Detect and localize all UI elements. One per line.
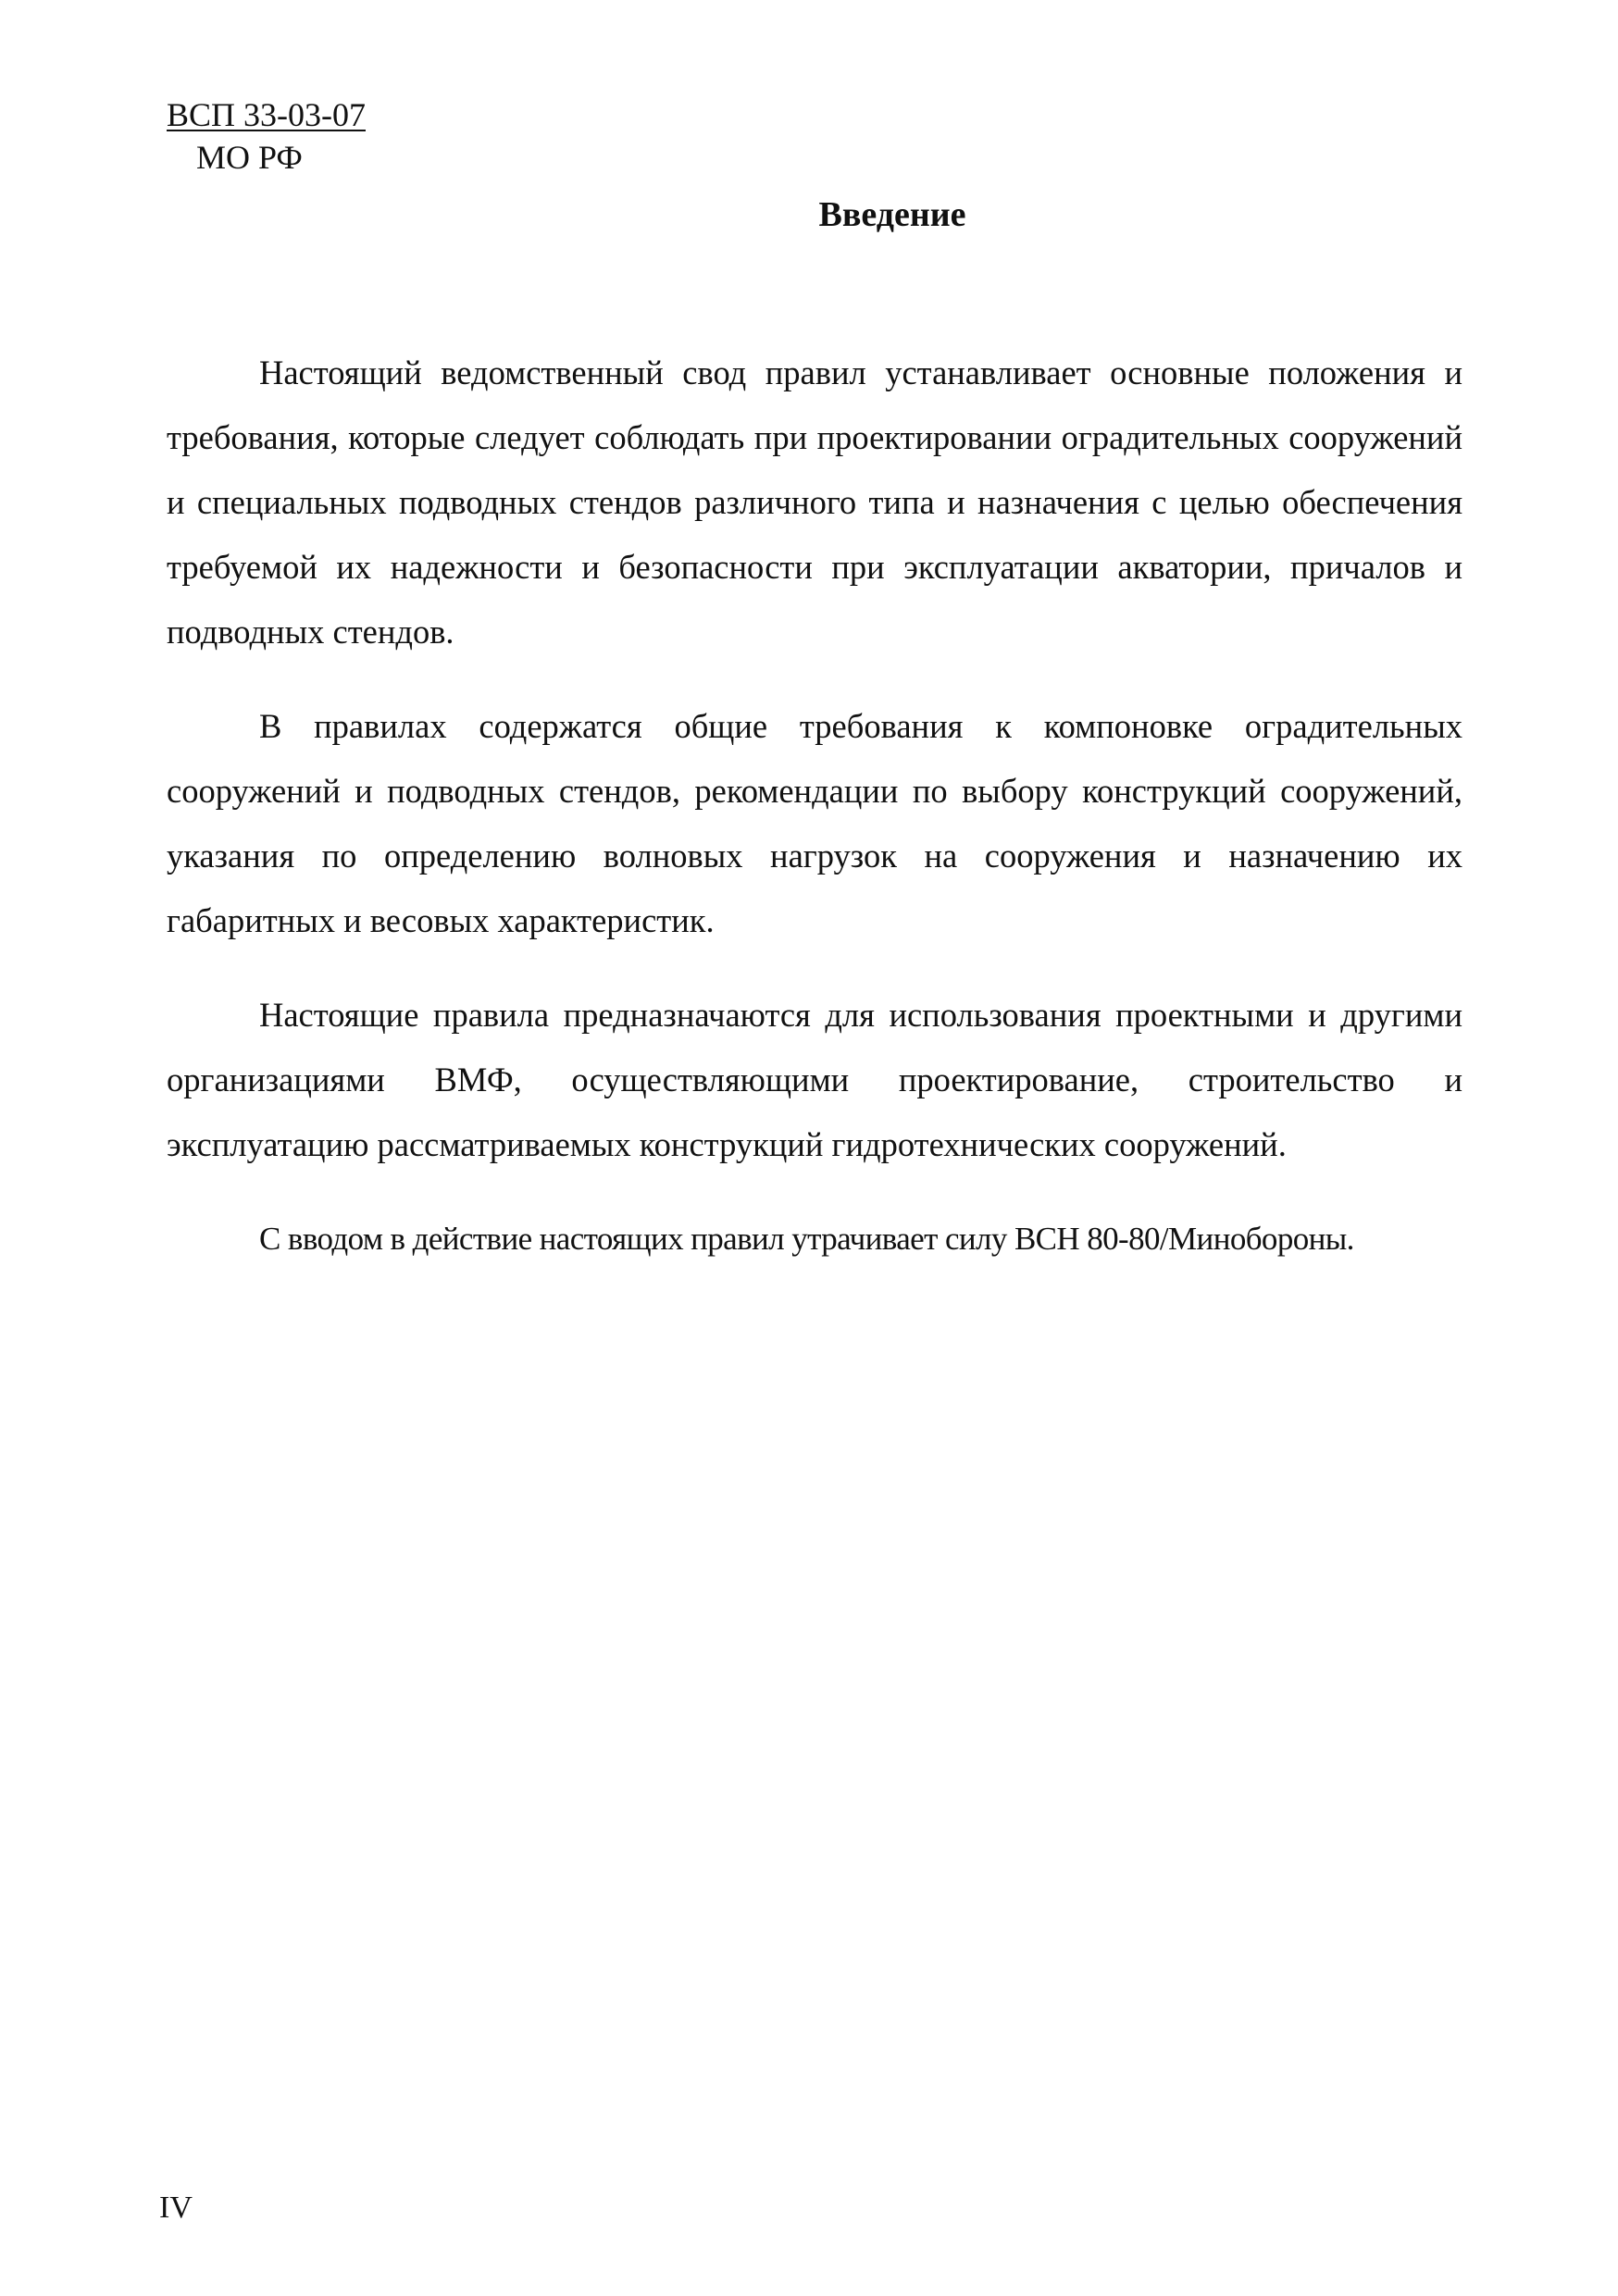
document-code: ВСП 33-03-07	[167, 96, 366, 133]
paragraph-supersedes: С вводом в действие настоящих правил утрачивает силу ВСН 80-80/Минобороны.	[259, 1221, 1354, 1257]
paragraph-audience: Настоящие правила предназначаются для использования проектными и другими организациями ВМФ, осуществляющими проектирование, строительство и эксплуатацию рассматриваемых конструкций гидротехнических сооружений.	[167, 996, 1462, 1163]
page-title: Введение	[818, 195, 966, 234]
body-text	[167, 341, 1462, 1301]
organization-label: МО РФ	[196, 139, 303, 176]
paragraph-purpose: Настоящий ведомственный свод правил устанавливает основные положения и требования, которые следует соблюдать при проектировании оградительных сооружений и специальных подводных стендов различного типа и назначения с целью обеспечения требуемой их надежности и безопасности при эксплуатации акватории, причалов и подводных стендов.	[167, 354, 1462, 651]
paragraph-contents: В правилах содержатся общие требования к компоновке оградительных сооружений и подводных стендов, рекомендации по выбору конструкций сооружений, указания по определению волновых нагрузок на сооружения и назначению их габаритных и весовых характеристик.	[167, 707, 1462, 939]
page-number: IV	[159, 2191, 193, 2225]
